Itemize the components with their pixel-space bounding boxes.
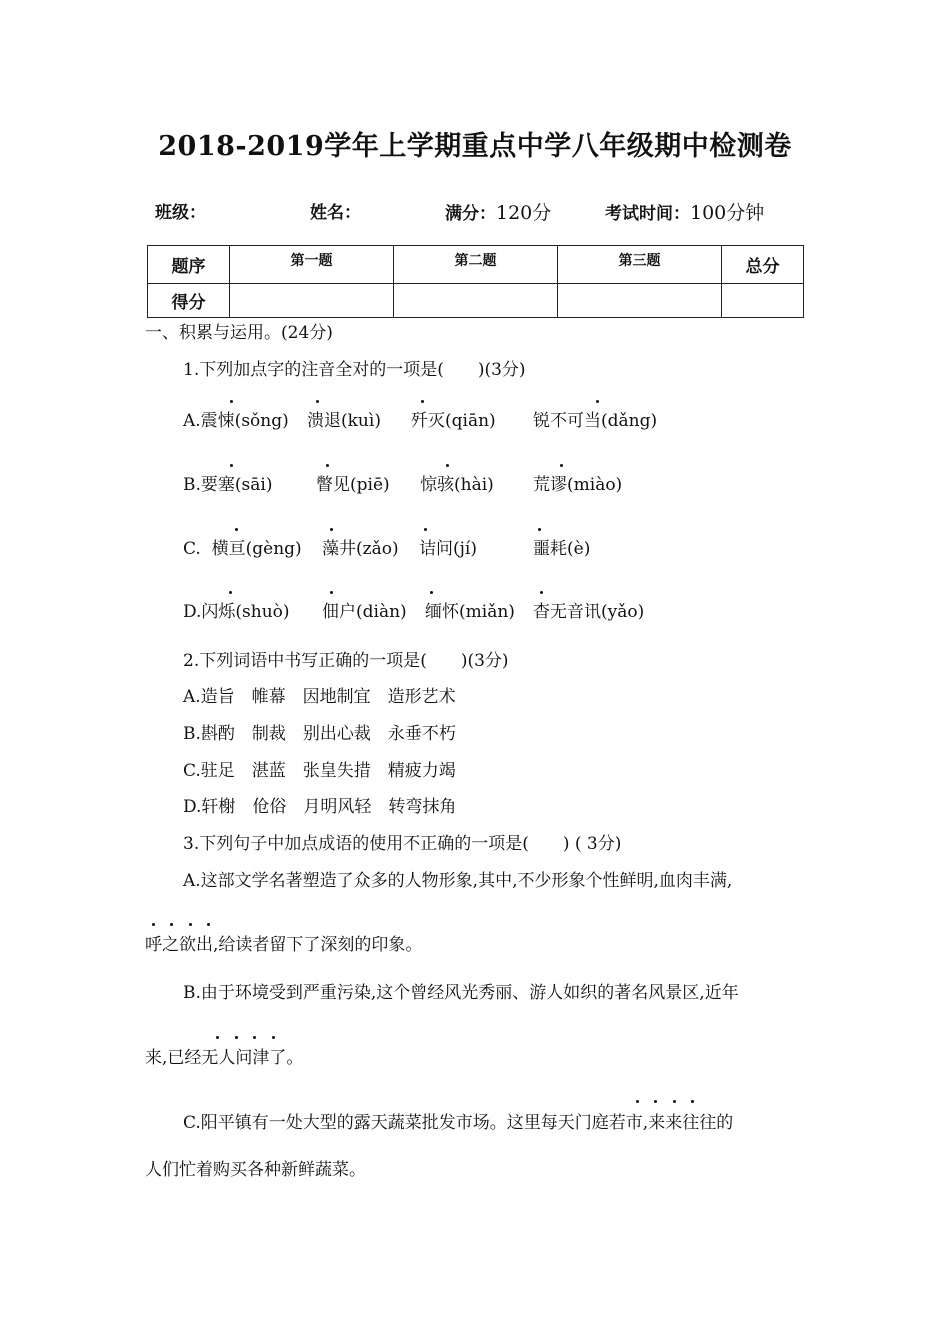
emphasis-dot — [235, 1036, 238, 1039]
q1-option-a-1: A.震悚(sǒng) — [183, 411, 289, 431]
q1-stem: 1.下列加点字的注音全对的一项是( )(3分) — [183, 360, 526, 380]
q3-option-b-line1: B.由于环境受到严重污染,这个曾经风光秀丽、游人如织的著名风景区,近年 — [183, 983, 739, 1003]
q2-option-d: D.轩榭 伧俗 月明风轻 转弯抹角 — [183, 797, 457, 817]
emphasis-dot — [207, 923, 210, 926]
q1-option-c-1: C. 横亘(gèng) — [183, 539, 302, 559]
q1-option-b-3: 惊骇(hài) — [420, 475, 494, 495]
time-value: 100分钟 — [690, 202, 765, 224]
q1-option-b-4: 荒谬(miào) — [533, 475, 623, 495]
emphasis-dot — [560, 464, 563, 467]
header-total: 总分 — [722, 246, 804, 284]
exam-time — [605, 198, 764, 225]
q1-option-a-3: 歼灭(qiān) — [411, 411, 496, 431]
emphasis-dot — [229, 591, 232, 594]
score-label: 满分： — [445, 204, 496, 224]
emphasis-dot — [430, 591, 433, 594]
emphasis-dot — [316, 400, 319, 403]
emphasis-dot — [272, 1036, 275, 1039]
q2-stem: 2.下列词语中书写正确的一项是( )(3分) — [183, 651, 509, 671]
q1-option-a-4: 锐不可当(dǎng) — [533, 411, 658, 431]
table-header-row — [148, 246, 804, 284]
section-heading: 一、积累与运用。(24分) — [145, 323, 333, 343]
q3-option-a-line1: A.这部文学名著塑造了众多的人物形象,其中,不少形象个性鲜明,血肉丰满, — [183, 871, 733, 891]
score-cell[interactable] — [394, 284, 558, 318]
score-cell[interactable] — [558, 284, 722, 318]
emphasis-dot — [230, 400, 233, 403]
q2-option-a: A.造旨 帷幕 因地制宜 造形艺术 — [183, 687, 456, 707]
emphasis-dot — [330, 528, 333, 531]
emphasis-dot — [253, 1036, 256, 1039]
emphasis-dot — [421, 400, 424, 403]
table-score-row — [148, 284, 804, 318]
emphasis-dot — [326, 464, 329, 467]
score-cell[interactable] — [722, 284, 804, 318]
time-label: 考试时间： — [605, 204, 690, 224]
q3-option-a-line2: 呼之欲出,给读者留下了深刻的印象。 — [145, 935, 423, 955]
score-cell[interactable] — [230, 284, 394, 318]
emphasis-dot — [636, 1100, 639, 1103]
q1-option-c-4: 噩耗(è) — [533, 539, 591, 559]
class-label: 班级： — [155, 203, 206, 223]
emphasis-dot — [189, 923, 192, 926]
row-label-score: 得分 — [148, 284, 230, 318]
emphasis-dot — [540, 591, 543, 594]
emphasis-dot — [424, 528, 427, 531]
q1-option-c-2: 藻井(zǎo) — [322, 539, 399, 559]
q1-option-b-2: 瞥见(piē) — [316, 475, 390, 495]
header-q2: 第二题 — [394, 246, 558, 284]
emphasis-dot — [216, 1036, 219, 1039]
exam-title: 2018-2019学年上学期重点中学八年级期中检测卷 — [158, 131, 792, 162]
full-score — [445, 198, 551, 225]
emphasis-dot — [230, 464, 233, 467]
q3-stem: 3.下列句子中加点成语的使用不正确的一项是( ) ( 3分) — [183, 834, 622, 854]
q3-option-c-line1: C.阳平镇有一处大型的露天蔬菜批发市场。这里每天门庭若市,来来往往的 — [183, 1113, 734, 1133]
q1-option-d-4: 杳无音讯(yǎo) — [533, 602, 645, 622]
emphasis-dot — [654, 1100, 657, 1103]
header-q1: 第一题 — [230, 246, 394, 284]
emphasis-dot — [673, 1100, 676, 1103]
emphasis-dot — [235, 528, 238, 531]
emphasis-dot — [538, 528, 541, 531]
q1-option-d-1: D.闪烁(shuò) — [183, 602, 290, 622]
q3-option-c-line2: 人们忙着购买各种新鲜蔬菜。 — [145, 1160, 366, 1180]
emphasis-dot — [152, 923, 155, 926]
emphasis-dot — [446, 464, 449, 467]
header-q3: 第三题 — [558, 246, 722, 284]
q1-option-d-2: 佃户(diàn) — [322, 602, 407, 622]
score-value: 120分 — [496, 202, 552, 224]
emphasis-dot — [691, 1100, 694, 1103]
emphasis-dot — [170, 923, 173, 926]
emphasis-dot — [330, 591, 333, 594]
q2-option-b: B.斟酌 制裁 别出心裁 永垂不朽 — [183, 724, 456, 744]
header-order: 题序 — [148, 246, 230, 284]
q3-option-b-line2: 来,已经无人问津了。 — [145, 1048, 304, 1068]
q1-option-a-2: 溃退(kuì) — [307, 411, 381, 431]
score-table — [147, 245, 804, 318]
q1-option-b-1: B.要塞(sāi) — [183, 475, 273, 495]
q1-option-c-3: 诘问(jí) — [419, 539, 477, 559]
name-label: 姓名： — [310, 203, 361, 223]
q2-option-c: C.驻足 湛蓝 张皇失措 精疲力竭 — [183, 761, 456, 781]
q1-option-d-3: 缅怀(miǎn) — [425, 602, 515, 622]
emphasis-dot — [596, 400, 599, 403]
